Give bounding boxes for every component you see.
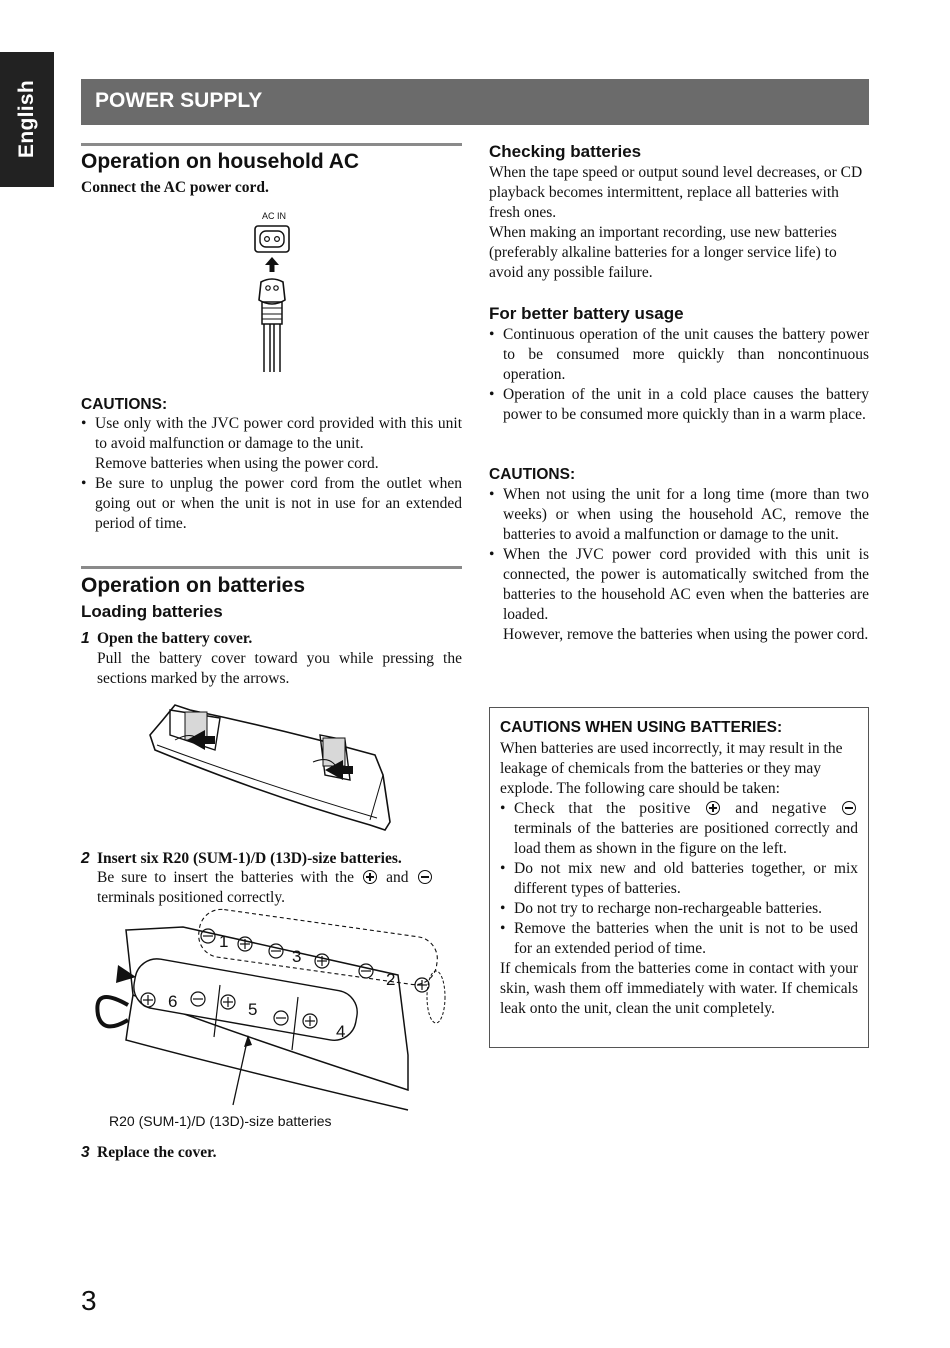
batteries-heading: Operation on batteries (81, 574, 306, 597)
loading-batteries-heading: Loading batteries (81, 602, 223, 621)
battery-number-3: 3 (292, 947, 302, 966)
checking-para-1: When the tape speed or output sound level decreases, or CD playback becomes intermittent, replace all batteries with fresh ones. (489, 164, 863, 221)
step3-title: 3 Replace the cover. (81, 1144, 217, 1161)
battery-number-1: 1 (219, 932, 229, 951)
list-item: • Use only with the JVC power cord provided with this unit to avoid malfunction or damage to the unit. Remove batteries when using the power cord. (81, 414, 462, 474)
section-title: POWER SUPPLY (95, 89, 263, 112)
plus-icon (363, 870, 377, 884)
battery-cautions-intro: When batteries are used incorrectly, it may result in the leakage of chemicals from the batteries or they may explode. The following care should be taken: (500, 740, 843, 797)
left-cautions-list (81, 414, 462, 534)
step1-text: Pull the battery cover toward you while pressing the sections marked by the arrows. (97, 650, 462, 687)
page-number: 3 (81, 1285, 97, 1316)
list-item: • Remove the batteries when the unit is not to be used for an extended period of time. (500, 919, 858, 959)
list-item: • Operation of the unit in a cold place causes the battery power to be consumed more quickly than in a warm place. (489, 385, 869, 425)
battery-usage-list (489, 325, 869, 425)
language-tab-label: English (15, 80, 38, 158)
divider (81, 143, 462, 146)
language-tab (0, 52, 54, 187)
list-item: • Check that the positive and negative terminals of the batteries are positioned correctly and load them as shown in the figure on the left. (500, 799, 858, 859)
list-item: • Do not try to recharge non-rechargeable batteries. (500, 899, 858, 919)
battery-number-5: 5 (248, 1000, 258, 1019)
list-item: • When the JVC power cord provided with this unit is connected, the power is automatically switched from the batteries to the household AC even when the batteries are loaded. However, remove the batteries when using the power cord. (489, 545, 869, 645)
battery-figure-caption: R20 (SUM-1)/D (13D)-size batteries (109, 1113, 332, 1129)
battery-cautions-list (500, 799, 858, 959)
battery-cover-illustration (145, 700, 400, 835)
list-item: • When not using the unit for a long time (more than two weeks) or when using the household AC, remove the batteries to avoid a malfunction or damage to the unit. (489, 485, 869, 545)
list-item: • Do not mix new and old batteries together, or mix different types of batteries. (500, 859, 858, 899)
battery-loading-illustration (88, 915, 468, 1115)
battery-cautions-heading: CAUTIONS WHEN USING BATTERIES: (500, 719, 783, 736)
section-header (81, 79, 869, 125)
battery-number-6: 6 (168, 992, 178, 1011)
ac-plug-illustration (240, 222, 310, 377)
left-cautions-heading: CAUTIONS: (81, 396, 168, 413)
battery-cautions-outro: If chemicals from the batteries come in contact with your skin, wash them off immediately with water. If chemicals leak onto the unit, clean the unit completely. (500, 960, 858, 1017)
step2-text: Be sure to insert the batteries with the and terminals positioned correctly. (97, 868, 462, 908)
divider (81, 566, 462, 569)
ac-heading: Operation on household AC (81, 150, 360, 173)
minus-icon (418, 870, 432, 884)
ac-in-label: AC IN (262, 211, 287, 221)
ac-instruction: Connect the AC power cord. (81, 179, 269, 196)
checking-batteries-heading: Checking batteries (489, 142, 642, 161)
minus-icon (842, 801, 856, 815)
list-item: • Continuous operation of the unit causes the battery power to be consumed more quickly than noncontinuous operation. (489, 325, 869, 385)
plus-icon (706, 801, 720, 815)
list-item: • Be sure to unplug the power cord from the outlet when going out or when the unit is not in use for an extended period of time. (81, 474, 462, 534)
right-cautions-heading: CAUTIONS: (489, 466, 576, 483)
battery-usage-heading: For better battery usage (489, 304, 684, 323)
right-cautions-list (489, 485, 869, 645)
battery-number-4: 4 (336, 1022, 346, 1041)
step2-title: 2 Insert six R20 (SUM-1)/D (13D)-size batteries. (81, 850, 402, 867)
step1-title: 1 Open the battery cover. (81, 630, 253, 647)
checking-para-2: When making an important recording, use new batteries (preferably alkaline batteries for a longer service life) to avoid any possible failure. (489, 224, 837, 281)
battery-cautions-box (489, 707, 869, 1048)
battery-number-2: 2 (386, 970, 396, 989)
